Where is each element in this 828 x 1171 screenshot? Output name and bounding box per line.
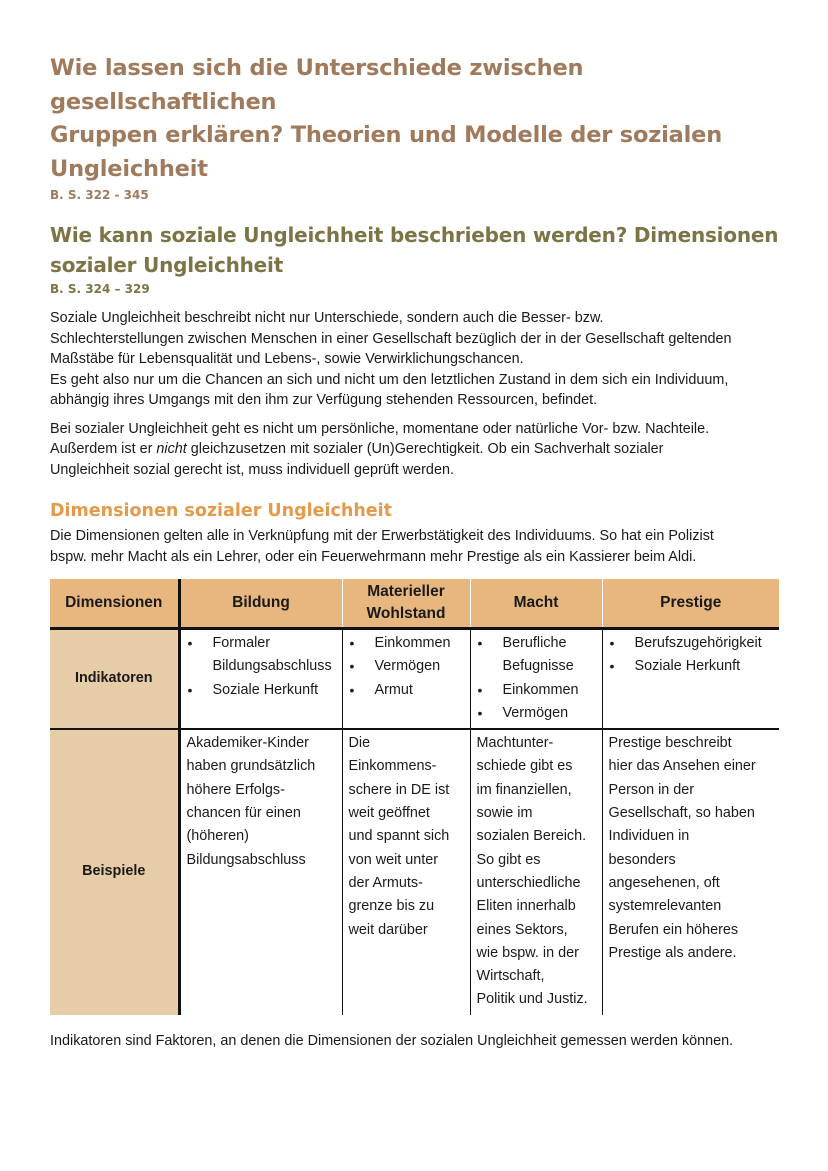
section-heading <box>50 220 780 280</box>
example-line: Person in der <box>608 781 695 798</box>
example-line: grenze bis zu <box>348 898 435 915</box>
example-line: (höheren) <box>186 828 249 845</box>
example-line: höhere Erfolgs- <box>186 781 285 798</box>
example-line: Berufen ein höheres <box>608 921 739 938</box>
intro-paragraph <box>50 308 780 411</box>
intro-line: Maßstäbe für Lebensqualität und Lebens-, sowie Verwirklichungschancen. <box>50 351 524 367</box>
distinction-line: Außerdem ist er <box>50 441 157 457</box>
header-wohlstand-line2: Wohlstand <box>366 605 446 622</box>
indicators-macht <box>470 629 602 730</box>
main-heading-line2: Gruppen erklären? Theorien und Modelle der sozialen <box>50 122 723 148</box>
intro-line: Soziale Ungleichheit beschreibt nicht nur Unterschiede, sondern auch die Besser- bzw. <box>50 310 604 326</box>
example-line: Einkommens- <box>348 758 437 775</box>
list-item: • Soziale Herkunft <box>609 655 774 678</box>
distinction-line: Ungleichheit sozial gerecht ist, muss individuell geprüft werden. <box>50 461 454 478</box>
examples-label: Beispiele <box>50 729 179 1015</box>
section-heading-line2: sozialer Ungleichheit <box>50 253 284 277</box>
example-line: im finanziellen, <box>476 781 572 798</box>
examples-prestige <box>602 729 779 1015</box>
example-line: sozialen Bereich. <box>476 828 587 845</box>
example-line: So gibt es <box>476 851 541 868</box>
example-line: Eliten innerhalb <box>476 898 576 915</box>
distinction-line: Bei sozialer Ungleichheit geht es nicht um persönliche, momentane oder natürliche Vor- bzw. Nachteile. <box>50 420 710 437</box>
list-item: • Einkommen <box>477 679 596 702</box>
example-line: unterschiedliche <box>476 874 581 891</box>
indicators-bildung <box>179 629 342 730</box>
dimensions-line: Die Dimensionen gelten alle in Verknüpfung mit der Erwerbstätigkeit des Individuums. So hat ein Polizist <box>50 528 714 544</box>
dimensions-table <box>50 579 779 1015</box>
distinction-paragraph <box>50 419 780 481</box>
header-dimensionen: Dimensionen <box>50 579 179 629</box>
example-line: weit geöffnet <box>348 805 430 822</box>
main-heading-line1: Wie lassen sich die Unterschiede zwischen gesellschaftlichen <box>50 55 584 115</box>
dimensions-heading: Dimensionen sozialer Ungleichheit <box>50 501 393 521</box>
example-line: Individuen in <box>608 828 690 845</box>
table-header-row <box>50 579 779 629</box>
distinction-line: gleichzusetzen mit sozialer (Un)Gerechtigkeit. Ob ein Sachverhalt sozialer <box>186 441 664 457</box>
header-prestige: Prestige <box>602 579 779 629</box>
example-line: wie bspw. in der <box>476 944 579 961</box>
example-line: Gesellschaft, so haben <box>608 805 755 822</box>
dimensions-line: bspw. mehr Macht als ein Lehrer, oder ein Feuerwehrmann mehr Prestige als ein Kassierer beim Aldi. <box>50 548 697 565</box>
list-item: • Berufliche Befugnisse <box>477 632 596 679</box>
main-heading <box>50 52 780 186</box>
example-line: besonders <box>608 851 676 868</box>
header-bildung: Bildung <box>179 579 342 629</box>
list-item: • Armut <box>349 679 464 702</box>
example-line: schiede gibt es <box>476 758 573 775</box>
example-line: Die <box>348 735 371 752</box>
example-line: von weit unter <box>348 851 439 868</box>
dimensions-paragraph <box>50 526 780 567</box>
list-item: • Soziale Herkunft <box>187 679 336 702</box>
example-line: hier das Ansehen einer <box>608 758 756 775</box>
list-item: • Einkommen <box>349 632 464 655</box>
example-line: Wirtschaft, <box>476 968 545 985</box>
example-line: schere in DE ist <box>348 781 450 798</box>
examples-macht <box>470 729 602 1015</box>
example-line: Politik und Justiz. <box>476 991 588 1008</box>
header-materieller-wohlstand <box>342 579 470 629</box>
list-item: • Berufszugehörigkeit <box>609 632 774 655</box>
list-item: • Vermögen <box>477 702 596 725</box>
examples-row <box>50 729 779 1015</box>
example-line: eines Sektors, <box>476 921 568 938</box>
indicators-prestige <box>602 629 779 730</box>
example-line: Akademiker-Kinder <box>186 735 309 752</box>
example-line: chancen für einen <box>186 805 301 822</box>
header-macht: Macht <box>470 579 602 629</box>
example-line: Machtunter- <box>476 735 554 752</box>
list-item: • Vermögen <box>349 655 464 678</box>
examples-wohlstand <box>342 729 470 1015</box>
header-wohlstand-line1: Materieller <box>367 583 445 600</box>
main-heading-line3: Ungleichheit <box>50 155 208 182</box>
section-heading-line1: Wie kann soziale Ungleichheit beschrieben werden? Dimensionen <box>50 223 779 247</box>
example-line: Prestige beschreibt <box>608 735 732 752</box>
list-item: • Formaler Bildungsabschluss <box>187 632 336 679</box>
indicators-wohlstand <box>342 629 470 730</box>
section-heading-page-ref: B. S. 324 – 329 <box>50 282 150 296</box>
example-line: und spannt sich <box>348 828 450 845</box>
example-line: systemrelevanten <box>608 898 722 915</box>
example-line: Bildungsabschluss <box>186 851 306 868</box>
intro-line: Es geht also nur um die Chancen an sich und nicht um den letztlichen Zustand in dem sich ein Individuum, <box>50 371 729 388</box>
example-line: weit darüber <box>348 921 428 938</box>
main-heading-page-ref: B. S. 322 - 345 <box>50 188 149 202</box>
footer-note: Indikatoren sind Faktoren, an denen die Dimensionen der sozialen Ungleichheit gemessen werden können. <box>50 1032 734 1049</box>
example-line: angesehenen, oft <box>608 874 720 891</box>
document-page <box>50 52 780 1051</box>
indicators-label: Indikatoren <box>50 629 179 730</box>
example-line: haben grundsätzlich <box>186 758 316 775</box>
emphasis-nicht: nicht <box>156 441 187 457</box>
example-line: der Armuts- <box>348 874 423 891</box>
example-line: Prestige als andere. <box>608 944 737 961</box>
indicators-row <box>50 629 779 730</box>
intro-line: Schlechterstellungen zwischen Menschen in einer Gesellschaft bezüglich der in der Gesellschaft geltenden <box>50 330 732 347</box>
example-line: sowie im <box>476 805 533 822</box>
intro-line: abhängig ihres Umgangs mit den ihm zur Verfügung stehenden Ressourcen, befindet. <box>50 392 598 408</box>
examples-bildung <box>179 729 342 1015</box>
